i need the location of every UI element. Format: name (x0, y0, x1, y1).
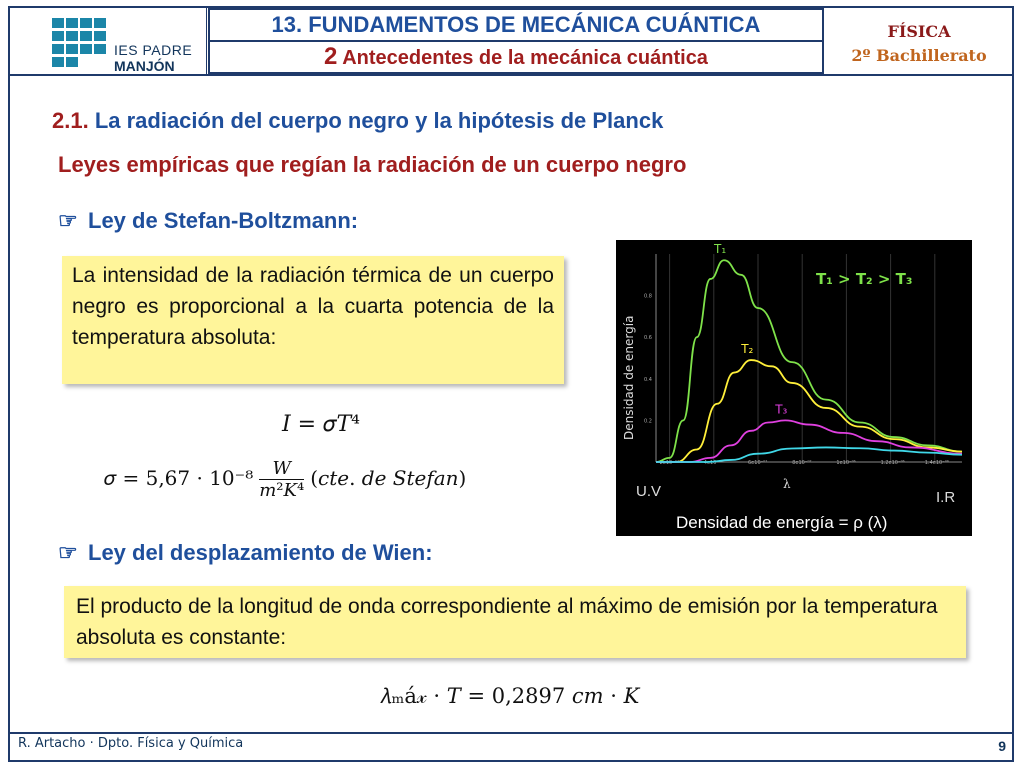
chart-caption: Densidad de energía = ρ (λ) (676, 513, 888, 532)
chart-series-label: T₁ (714, 242, 727, 257)
chart-y-tick-label: 0.2 (644, 418, 652, 425)
chart-x-tick-label: 2e10⁻⁰⁷ (659, 460, 679, 466)
laws-heading: Leyes empíricas que regían la radiación de un cuerpo negro (58, 152, 687, 177)
chart-x-tick-label: 1.4e10⁻⁰⁶ (924, 460, 949, 466)
logo-line1: IES PADRE (114, 42, 193, 58)
sigma-value: 𝜎 = 5,67 · 10⁻⁸ (104, 466, 254, 490)
chart-y-tick-label: 0.6 (644, 335, 652, 342)
chart-uv-label: U.V (636, 483, 662, 500)
logo-line2: MANJÓN (114, 58, 175, 74)
header-divider (10, 74, 1012, 76)
sigma-label: (𝑐𝑡𝑒. 𝑑𝑒 𝑆𝑡𝑒𝑓𝑎𝑛) (310, 466, 467, 490)
chart-series-label: T₃ (775, 402, 788, 417)
chart-x-tick-label: 8e10⁻⁰⁷ (792, 460, 812, 466)
subtitle-text: Antecedentes de la mecánica cuántica (337, 47, 708, 69)
chart-series-line-1 (656, 260, 962, 462)
chart-y-axis-label: Densidad de energía (622, 315, 636, 440)
sigma-formula (104, 458, 466, 501)
subject-box (826, 8, 1012, 74)
chart-x-tick-label: 4e10⁻⁰⁷ (703, 460, 724, 466)
pointing-hand-icon: ☞ (58, 540, 78, 565)
chart-x-axis-label: λ (783, 477, 791, 491)
blackbody-chart-svg (616, 240, 972, 536)
section-title (52, 108, 663, 134)
chart-y-tick-label: 0.8 (644, 293, 652, 300)
section-number: 2.1. (52, 108, 89, 133)
chart-x-tick-label: 1.2e10⁻⁰⁶ (880, 460, 905, 466)
sigma-units (259, 458, 304, 501)
stefan-bullet (58, 208, 358, 234)
course-level: 2º Bachillerato (851, 46, 987, 65)
chart-ir-label: I.R (936, 489, 956, 506)
chart-series-label: T₂ (741, 342, 754, 357)
chart-legend: T₁ > T₂ > T₃ (816, 270, 913, 288)
chart-x-tick-label: 1e10⁻⁰⁶ (836, 460, 856, 466)
stefan-note: La intensidad de la radiación térmica de un cuerpo negro es proporcional a la cuarta potencia de la temperatura absoluta: (62, 256, 564, 384)
chapter-subtitle (208, 42, 824, 74)
page-number: 9 (998, 738, 1006, 754)
footer-divider (10, 732, 1012, 734)
sigma-units-denominator: 𝑚²𝐾⁴ (259, 480, 305, 501)
pointing-hand-icon: ☞ (58, 208, 78, 233)
stefan-title: Ley de Stefan-Boltzmann: (88, 208, 359, 233)
chart-series-line-3 (656, 420, 962, 462)
chart-x-tick-label: 6e10⁻⁰⁷ (748, 460, 768, 466)
stefan-formula: 𝐼 = 𝜎𝑇⁴ (282, 412, 360, 437)
footer-author: R. Artacho · Dpto. Física y Química (18, 736, 244, 751)
sigma-units-numerator: 𝑊 (259, 458, 304, 480)
wien-title: Ley del desplazamiento de Wien: (88, 540, 433, 565)
chapter-title: 13. FUNDAMENTOS DE MECÁNICA CUÁNTICA (208, 8, 824, 42)
chart-y-tick-label: 0.4 (644, 376, 652, 383)
subtitle-number: 2 (324, 43, 338, 70)
blackbody-chart (616, 240, 972, 536)
wien-note: El producto de la longitud de onda correspondiente al máximo de emisión por la temperatura absoluta es constante: (64, 586, 966, 658)
school-logo (10, 8, 207, 74)
section-title-text: La radiación del cuerpo negro y la hipótesis de Planck (88, 108, 664, 133)
subject-name: FÍSICA (887, 22, 951, 41)
wien-formula: 𝜆ₘá𝓍 · 𝑇 = 0,2897 𝑐𝑚 · 𝐾 (380, 684, 640, 708)
wien-bullet (58, 540, 433, 566)
